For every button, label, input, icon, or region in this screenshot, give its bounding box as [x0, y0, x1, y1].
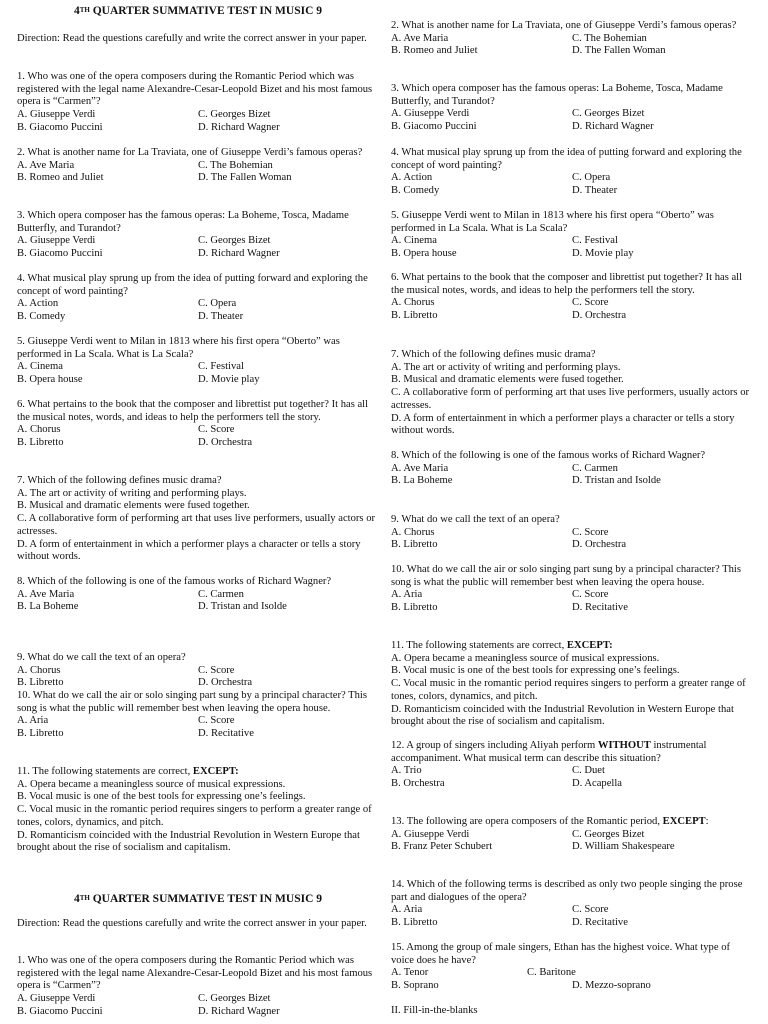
- option-b: B. Libretto: [391, 917, 438, 929]
- option-a: A. Giuseppe Verdi: [17, 109, 96, 121]
- question-7: [17, 475, 379, 564]
- direction-text: Direction: Read the questions carefully and write the correct answer in your paper.: [17, 33, 367, 44]
- option-a: A. Aria: [17, 715, 49, 727]
- option-c: C. Score: [572, 589, 609, 601]
- option-c: C. Vocal music in the romantic period requires singers to perform a greater range of tones, colors, dynamics, and pitch.: [391, 678, 746, 702]
- option-a: A. Chorus: [391, 297, 435, 309]
- question-14: [391, 879, 753, 930]
- option-a: A. Ave Maria: [17, 159, 75, 171]
- option-d: D. Movie play: [572, 248, 634, 260]
- question-11: [17, 766, 379, 855]
- question-stem: 8. Which of the following is one of the famous works of Richard Wagner?: [391, 450, 706, 461]
- question-stem: 1. Who was one of the opera composers during the Romantic Period which was registered with the legal name Alexandre-Cesar-Leopold Bizet and his most famous opera is “Carmen”?: [17, 955, 373, 992]
- option-a: A. Ave Maria: [391, 462, 449, 474]
- option-b: B. La Boheme: [17, 601, 79, 613]
- question-10: [17, 690, 379, 741]
- option-c: C. Score: [572, 904, 609, 916]
- option-c: C. Georges Bizet: [198, 109, 271, 121]
- option-d: D. Tristan and Isolde: [572, 475, 661, 487]
- question-stem: 15. Among the group of male singers, Ethan has the highest voice. What type of voice does he have?: [391, 942, 731, 966]
- option-d: D. Acapella: [572, 778, 623, 790]
- option-d: D. Romanticism coincided with the Industrial Revolution in Western Europe that brought about the rise of socialism and capitalism.: [17, 829, 360, 854]
- option-d: D. Orchestra: [198, 677, 253, 689]
- question-5: [17, 336, 379, 387]
- option-d: D. Orchestra: [572, 539, 627, 551]
- question-stem: 3. Which opera composer has the famous operas: La Boheme, Tosca, Madame Butterfly, and Turandot?: [391, 83, 723, 107]
- option-d: D. Richard Wagner: [198, 1005, 280, 1017]
- option-b: B. Franz Peter Schubert: [391, 841, 493, 853]
- option-d: D. Movie play: [198, 374, 260, 386]
- question-stem: 2. What is another name for La Traviata, one of Giuseppe Verdi’s famous operas?: [17, 147, 363, 158]
- question-8-r: [391, 450, 753, 488]
- option-a: A. Tenor: [391, 967, 429, 979]
- question-7-r: [391, 349, 753, 438]
- option-b: B. Opera house: [391, 248, 457, 260]
- option-a: A. Cinema: [17, 361, 63, 373]
- question-stem: 1. Who was one of the opera composers during the Romantic Period which was registered with the legal name Alexandre-Cesar-Leopold Bizet and his most famous opera is “Carmen”?: [17, 71, 373, 108]
- question-11-r: [391, 640, 753, 729]
- question-stem: 9. What do we call the text of an opera?: [17, 652, 186, 663]
- question-stem: 11. The following statements are correct, EXCEPT:: [17, 766, 239, 777]
- option-c: C. Carmen: [572, 462, 618, 474]
- option-a: A. Giuseppe Verdi: [391, 828, 470, 840]
- question-stem: 6. What pertains to the book that the composer and librettist put together? It has all the musical notes, words, and ideas to help the performers tell the story.: [391, 272, 743, 296]
- option-b: B. Giacomo Puccini: [17, 121, 103, 133]
- option-b: B. Comedy: [17, 311, 66, 323]
- option-b: B. Vocal music is one of the best tools for expressing one’s feelings.: [391, 665, 680, 677]
- question-1: [17, 71, 379, 135]
- question-stem: 4. What musical play sprung up from the idea of putting forward and exploring the concept of word painting?: [17, 273, 368, 297]
- option-a: A. Aria: [391, 904, 423, 916]
- question-stem: 5. Giuseppe Verdi went to Milan in 1813 where his first opera “Oberto” was performed in La Scala. What is La Scala?: [391, 210, 714, 234]
- option-c: C. Opera: [198, 298, 237, 310]
- option-d: D. Orchestra: [198, 437, 253, 449]
- option-c: C. Vocal music in the romantic period requires singers to perform a greater range of tones, colors, dynamics, and pitch.: [17, 804, 372, 828]
- option-c: C. Carmen: [198, 588, 244, 600]
- option-c: C. Festival: [572, 235, 618, 247]
- question-stem: 3. Which opera composer has the famous operas: La Boheme, Tosca, Madame Butterfly, and Turandot?: [17, 210, 349, 234]
- option-a: A. The art or activity of writing and performing plays.: [391, 361, 621, 373]
- option-d: D. Recitative: [198, 728, 254, 740]
- option-d: D. The Fallen Woman: [198, 172, 292, 184]
- option-c: C. Georges Bizet: [198, 993, 271, 1005]
- option-b: B. Orchestra: [391, 778, 445, 790]
- option-d: D. Tristan and Isolde: [198, 601, 287, 613]
- question-stem: 14. Which of the following terms is described as only two people singing the prose part and dialogues of the opera?: [391, 879, 743, 903]
- option-d: D. Theater: [572, 185, 618, 197]
- option-d: D. Richard Wagner: [198, 248, 280, 260]
- question-stem: 6. What pertains to the book that the composer and librettist put together? It has all the musical notes, words, and ideas to help the performers tell the story.: [17, 399, 369, 423]
- option-c: C. Festival: [198, 361, 244, 373]
- option-d: D. Richard Wagner: [572, 121, 654, 133]
- page-title: 4TH QUARTER SUMMATIVE TEST IN MUSIC 9: [73, 5, 323, 17]
- option-c: C. Score: [198, 424, 235, 436]
- option-b: B. Musical and dramatic elements were fused together.: [17, 500, 250, 512]
- option-b: B. Libretto: [17, 728, 64, 740]
- question-4-r: [391, 147, 753, 198]
- direction-text-repeat: Direction: Read the questions carefully and write the correct answer in your paper.: [17, 918, 367, 929]
- option-b: B. Giacomo Puccini: [391, 121, 477, 133]
- question-stem: 12. A group of singers including Aliyah perform WITHOUT instrumental accompaniment. What musical term can describe this situation?: [391, 740, 707, 764]
- option-c: C. The Bohemian: [572, 32, 647, 44]
- option-b: B. Romeo and Juliet: [391, 45, 478, 57]
- question-stem: 11. The following statements are correct, EXCEPT:: [391, 640, 613, 651]
- option-d: D. The Fallen Woman: [572, 45, 666, 57]
- question-9: [17, 652, 379, 690]
- option-d: D. Richard Wagner: [198, 121, 280, 133]
- option-a: A. Opera became a meaningless source of musical expressions.: [17, 778, 286, 790]
- question-12: [391, 740, 753, 791]
- option-c: C. Baritone: [527, 967, 576, 979]
- question-stem: 10. What do we call the air or solo singing part sung by a principal character? This song is what the public will remember best when leaving the opera house.: [17, 690, 367, 714]
- option-c: C. The Bohemian: [198, 159, 273, 171]
- option-d: D. Mezzo-soprano: [572, 980, 651, 992]
- option-b: B. Romeo and Juliet: [17, 172, 104, 184]
- option-d: D. Theater: [198, 311, 244, 323]
- question-stem: 7. Which of the following defines music drama?: [17, 475, 222, 486]
- option-c: C. A collaborative form of performing art that uses live performers, usually actors or actresses.: [391, 387, 750, 411]
- option-a: A. Cinema: [391, 235, 437, 247]
- question-stem: 7. Which of the following defines music drama?: [391, 349, 596, 360]
- question-1-repeat: [17, 955, 379, 1019]
- option-c: C. Georges Bizet: [572, 108, 645, 120]
- question-6: [17, 399, 379, 450]
- option-a: A. Giuseppe Verdi: [17, 235, 96, 247]
- question-5-r: [391, 210, 753, 261]
- option-c: C. Score: [198, 715, 235, 727]
- question-13: [391, 816, 753, 854]
- question-stem: 2. What is another name for La Traviata, one of Giuseppe Verdi’s famous operas?: [391, 20, 737, 31]
- option-b: B. Opera house: [17, 374, 83, 386]
- question-4: [17, 273, 379, 324]
- question-3-r: [391, 83, 753, 134]
- option-b: B. Libretto: [17, 677, 64, 689]
- option-d: D. A form of entertainment in which a performer plays a character or tells a story without words.: [17, 538, 361, 563]
- question-10-r: [391, 564, 753, 615]
- option-c: C. Score: [572, 297, 609, 309]
- option-a: A. Chorus: [17, 424, 61, 436]
- option-c: C. Georges Bizet: [572, 828, 645, 840]
- option-d: D. Recitative: [572, 602, 628, 614]
- option-a: A. Action: [391, 172, 433, 184]
- option-a: A. Giuseppe Verdi: [17, 993, 96, 1005]
- option-a: A. Chorus: [391, 526, 435, 538]
- option-c: C. Opera: [572, 172, 611, 184]
- section-heading: II. Fill-in-the-blanks: [391, 1005, 478, 1016]
- question-2-r: [391, 20, 753, 58]
- page-title-repeat: 4TH QUARTER SUMMATIVE TEST IN MUSIC 9: [73, 893, 323, 905]
- question-stem: 10. What do we call the air or solo singing part sung by a principal character? This song is what the public will remember best when leaving the opera house.: [391, 564, 741, 588]
- option-a: A. The art or activity of writing and performing plays.: [17, 487, 247, 499]
- option-b: B. Libretto: [391, 539, 438, 551]
- option-b: B. Musical and dramatic elements were fused together.: [391, 374, 624, 386]
- option-c: C. Georges Bizet: [198, 235, 271, 247]
- option-d: D. Romanticism coincided with the Industrial Revolution in Western Europe that brought about the rise of socialism and capitalism.: [391, 703, 734, 728]
- option-d: D. William Shakespeare: [572, 841, 675, 853]
- option-b: B. Giacomo Puccini: [17, 1005, 103, 1017]
- option-d: D. Recitative: [572, 917, 628, 929]
- question-stem: 13. The following are opera composers of the Romantic period, EXCEPT:: [391, 816, 709, 827]
- option-a: A. Trio: [391, 765, 422, 777]
- question-9-r: [391, 514, 753, 552]
- question-stem: 8. Which of the following is one of the famous works of Richard Wagner?: [17, 576, 332, 587]
- option-d: D. A form of entertainment in which a performer plays a character or tells a story without words.: [391, 412, 735, 437]
- option-c: C. Score: [572, 526, 609, 538]
- option-a: A. Aria: [391, 589, 423, 601]
- option-c: C. A collaborative form of performing art that uses live performers, usually actors or actresses.: [17, 513, 376, 537]
- question-2: [17, 147, 379, 185]
- question-8: [17, 576, 379, 614]
- option-a: A. Opera became a meaningless source of musical expressions.: [391, 652, 660, 664]
- option-c: C. Score: [198, 664, 235, 676]
- option-a: A. Action: [17, 298, 59, 310]
- question-3: [17, 210, 379, 261]
- option-b: B. Comedy: [391, 185, 440, 197]
- option-b: B. Libretto: [17, 437, 64, 449]
- option-d: D. Orchestra: [572, 310, 627, 322]
- option-b: B. Giacomo Puccini: [17, 248, 103, 260]
- question-stem: 9. What do we call the text of an opera?: [391, 514, 560, 525]
- option-a: A. Ave Maria: [391, 32, 449, 44]
- option-b: B. Soprano: [391, 980, 439, 992]
- option-a: A. Giuseppe Verdi: [391, 108, 470, 120]
- option-b: B. Libretto: [391, 310, 438, 322]
- option-b: B. Vocal music is one of the best tools for expressing one’s feelings.: [17, 791, 306, 803]
- option-c: C. Duet: [572, 765, 605, 777]
- option-a: A. Ave Maria: [17, 588, 75, 600]
- option-b: B. Libretto: [391, 602, 438, 614]
- question-6-r: [391, 272, 753, 323]
- option-a: A. Chorus: [17, 664, 61, 676]
- question-stem: 4. What musical play sprung up from the idea of putting forward and exploring the concept of word painting?: [391, 147, 742, 171]
- question-stem: 5. Giuseppe Verdi went to Milan in 1813 where his first opera “Oberto” was performed in La Scala. What is La Scala?: [17, 336, 340, 360]
- question-15: [391, 942, 753, 993]
- option-b: B. La Boheme: [391, 475, 453, 487]
